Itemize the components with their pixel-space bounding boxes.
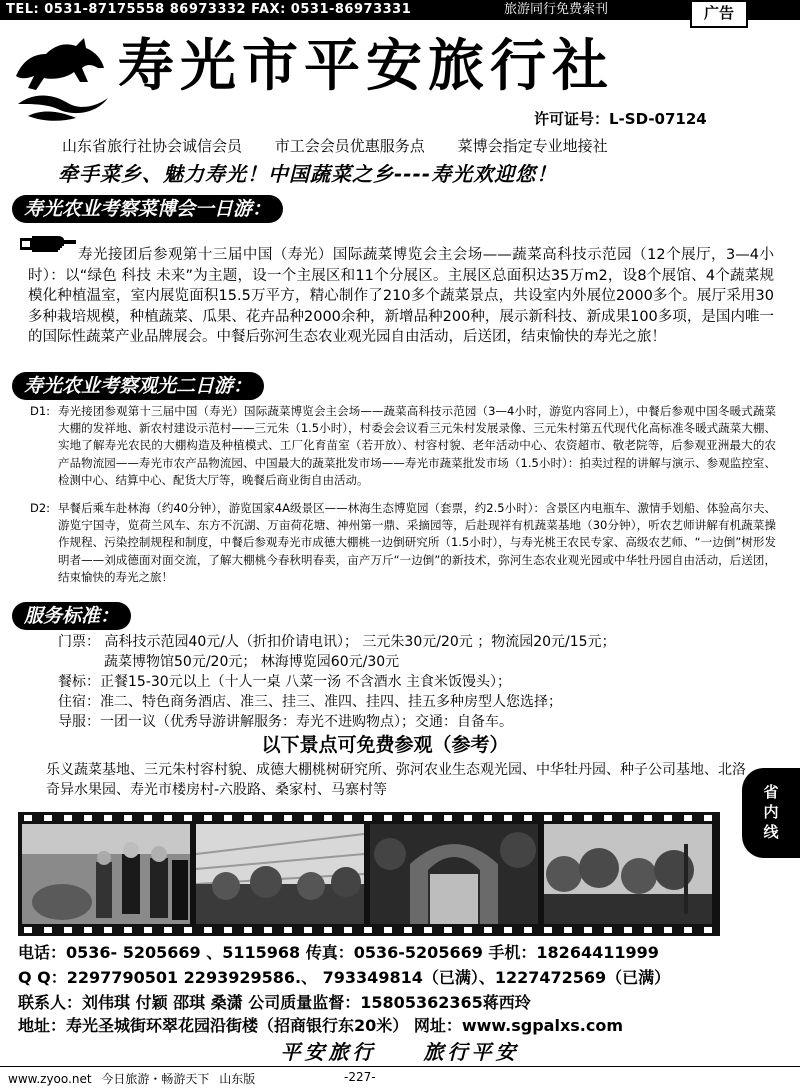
province-route-tab: [742, 768, 800, 858]
membership-1: 山东省旅行社协会诚信会员: [62, 137, 243, 155]
side-tab-char-2: 内: [763, 803, 779, 821]
photo-vine-arch: [370, 824, 538, 924]
day-text: 寿光接团参观第十三届中国（寿光）国际蔬菜博览会主会场——蔬菜高科技示范园（3—4小时，游览内容同上），中餐后参观中国冬暖式蔬菜大棚的发祥地、新农村建设示范村——三元朱（1.5小时），村委会会议看三元朱村发展录像、三元朱村第五代现代化高标准冬暖式蔬菜大棚、实地了解寿光农民的大棚构造及种植模式、工厂化育苗室（若开放）、村容村貌、老年活动中心、农资超市、敬老院等，后参观亚洲最大的农产品物流园——寿光市农产品物流园、中国最大的蔬菜批发市场——寿光市蔬菜批发市场（1.5小时）：拍卖过程的讲解与演示、参观监控室、检测中心、结算中心、配货大厅等，晚餐后商业街自由活动。: [58, 404, 776, 487]
contact-phone: 电话：0536- 5205669 、5115968 传真：0536-5205669 手机：18264411999: [18, 943, 659, 962]
footer-region: 山东版: [219, 1072, 256, 1086]
side-tab-char-1: 省: [763, 783, 779, 801]
service-heading: 服务标准：: [12, 602, 131, 630]
tour1-description: 寿光接团后参观第十三届中国（寿光）国际蔬菜博览会主会场——蔬菜高科技示范园（12个展厅，3—4小时）：以“绿色 科技 未来”为主题，设一个主展区和11个分展区。主展区总面积达35万m2，设8个展馆、4个蔬菜规模化种植温室，室内展览面积15.5万平方，精心制作了210多个蔬菜景点，共设室内外展位2000多个。展厅采用30多种栽培规模，种植蔬菜、瓜果、花卉品种2000余种，新增品种200种，展示新科技、新成果100多项，是国内唯一的国际性蔬菜产业品牌展会。中餐后弥河生态农业观光园自由活动，后送团，结束愉快的寿光之旅！: [28, 247, 774, 345]
photo-filmstrip: [18, 812, 720, 936]
footer-divider: [0, 1066, 800, 1067]
footer-slogan: [0, 1036, 800, 1065]
footer-slogan-right: 旅行平安: [423, 1040, 520, 1064]
free-spots-list: 乐义蔬菜基地、三元朱村容村貌、成德大棚桃树研究所、弥河农业生态观光园、中华牡丹园、种子公司基地、北洛奇异水果园、寿光市楼房村-六股路、桑家村、马寨村等: [46, 762, 746, 798]
footer-info: [8, 1070, 261, 1087]
membership-2: 市工会会员优惠服务点: [274, 137, 425, 155]
side-tab-char-3: 线: [763, 823, 779, 841]
photo-vegetable-field: [544, 824, 712, 924]
footer-magazine: 今日旅游・畅游天下: [101, 1072, 210, 1086]
service-tickets-1: 门票： 高科技示范园40元/人（折扣价请电讯）； 三元朱30元/20元 ；物流园20元/15元；: [58, 634, 616, 650]
top-contact: TEL: 0531-87175558 86973332 FAX: 0531-86973331: [6, 2, 412, 17]
day-text: 早餐后乘车赴林海（约40分钟），游览国家4A级景区——林海生态博览园（套票，约2.5小时）：含景区内电瓶车、激情手划船、体验高尔夫、游览宁国寺，览荷兰风车、东方不沉湖、万亩荷花塘、神州第一鼎、采摘园等，后赴现祥有机蔬菜基地（30分钟），听农艺师讲解有机蔬菜操作规程、污染控制规程和制度，中餐后参观寿光市成德大棚桃一边倒研究所（1.5小时），与寿光桃王农民专家、高级农艺师、“一边倒”树形发明者——刘成德面对面交流，了解大棚桃今春秋明春卖，亩产万斤“一边倒”的新技术，弥河生态农业观光园或中华牡丹园自由活动，后送团，结束愉快的寿光之旅！: [58, 501, 776, 584]
top-contact-bar: [0, 0, 800, 20]
contact-address: 地址：寿光圣城街环翠花园沿街楼（招商银行东20米） 网址：www.sgpalxs.com: [18, 1016, 624, 1035]
itinerary-day2: [30, 500, 776, 586]
contact-qq: Q Q：2297790501 2293929586.、 793349814（已满）、1227472569（已满）: [18, 968, 671, 987]
tour1-heading: 寿光农业考察菜博会一日游：: [12, 195, 283, 223]
ad-tag: 广告: [690, 0, 748, 28]
footer-site: www.zyoo.net: [8, 1072, 92, 1086]
service-tickets-2: 蔬菜博物馆50元/20元； 林海博览园60元/30元: [104, 654, 400, 670]
itinerary-day1: [30, 403, 776, 489]
horse-logo-icon: [8, 24, 118, 124]
contact-people: 联系人：刘伟琪 付颖 邵琪 桑潇 公司质量监督：15805362365蒋西玲: [18, 993, 531, 1012]
service-guide: 导服：一团一议（优秀导游讲解服务：寿光不进购物点）；交通：自备车。: [58, 714, 513, 730]
film-holes-bottom: [18, 926, 720, 934]
tour2-heading: 寿光农业考察观光二日游：: [12, 372, 264, 400]
agency-name: 寿光市平安旅行社: [118, 33, 614, 99]
film-holes-top: [18, 814, 720, 822]
page-number: -227-: [344, 1070, 376, 1084]
service-lodging: 住宿：准二、特色商务酒店、准三、挂三、准四、挂四、挂五多种房型人您选择；: [58, 694, 562, 710]
membership-line: [62, 135, 636, 156]
welcome-slogan: 牵手菜乡、魅力寿光！中国蔬菜之乡----寿光欢迎您！: [58, 162, 558, 186]
free-spots-heading: 以下景点可免费参观（参考）: [261, 734, 509, 756]
top-slogan: 旅游同行免费索刊: [504, 2, 609, 17]
license-number: 许可证号：L-SD-07124: [534, 110, 707, 128]
day-label: D1:: [30, 404, 51, 418]
photo-greenhouse: [196, 824, 364, 924]
day-label: D2:: [30, 501, 51, 515]
membership-3: 菜博会指定专业地接社: [457, 137, 608, 155]
footer-slogan-left: 平安旅行: [280, 1040, 377, 1064]
photo-expo-visitors: [22, 824, 190, 924]
service-meals: 餐标：正餐15-30元以上（十人一桌 八菜一汤 不含酒水 主食米饭馒头）；: [58, 674, 512, 690]
